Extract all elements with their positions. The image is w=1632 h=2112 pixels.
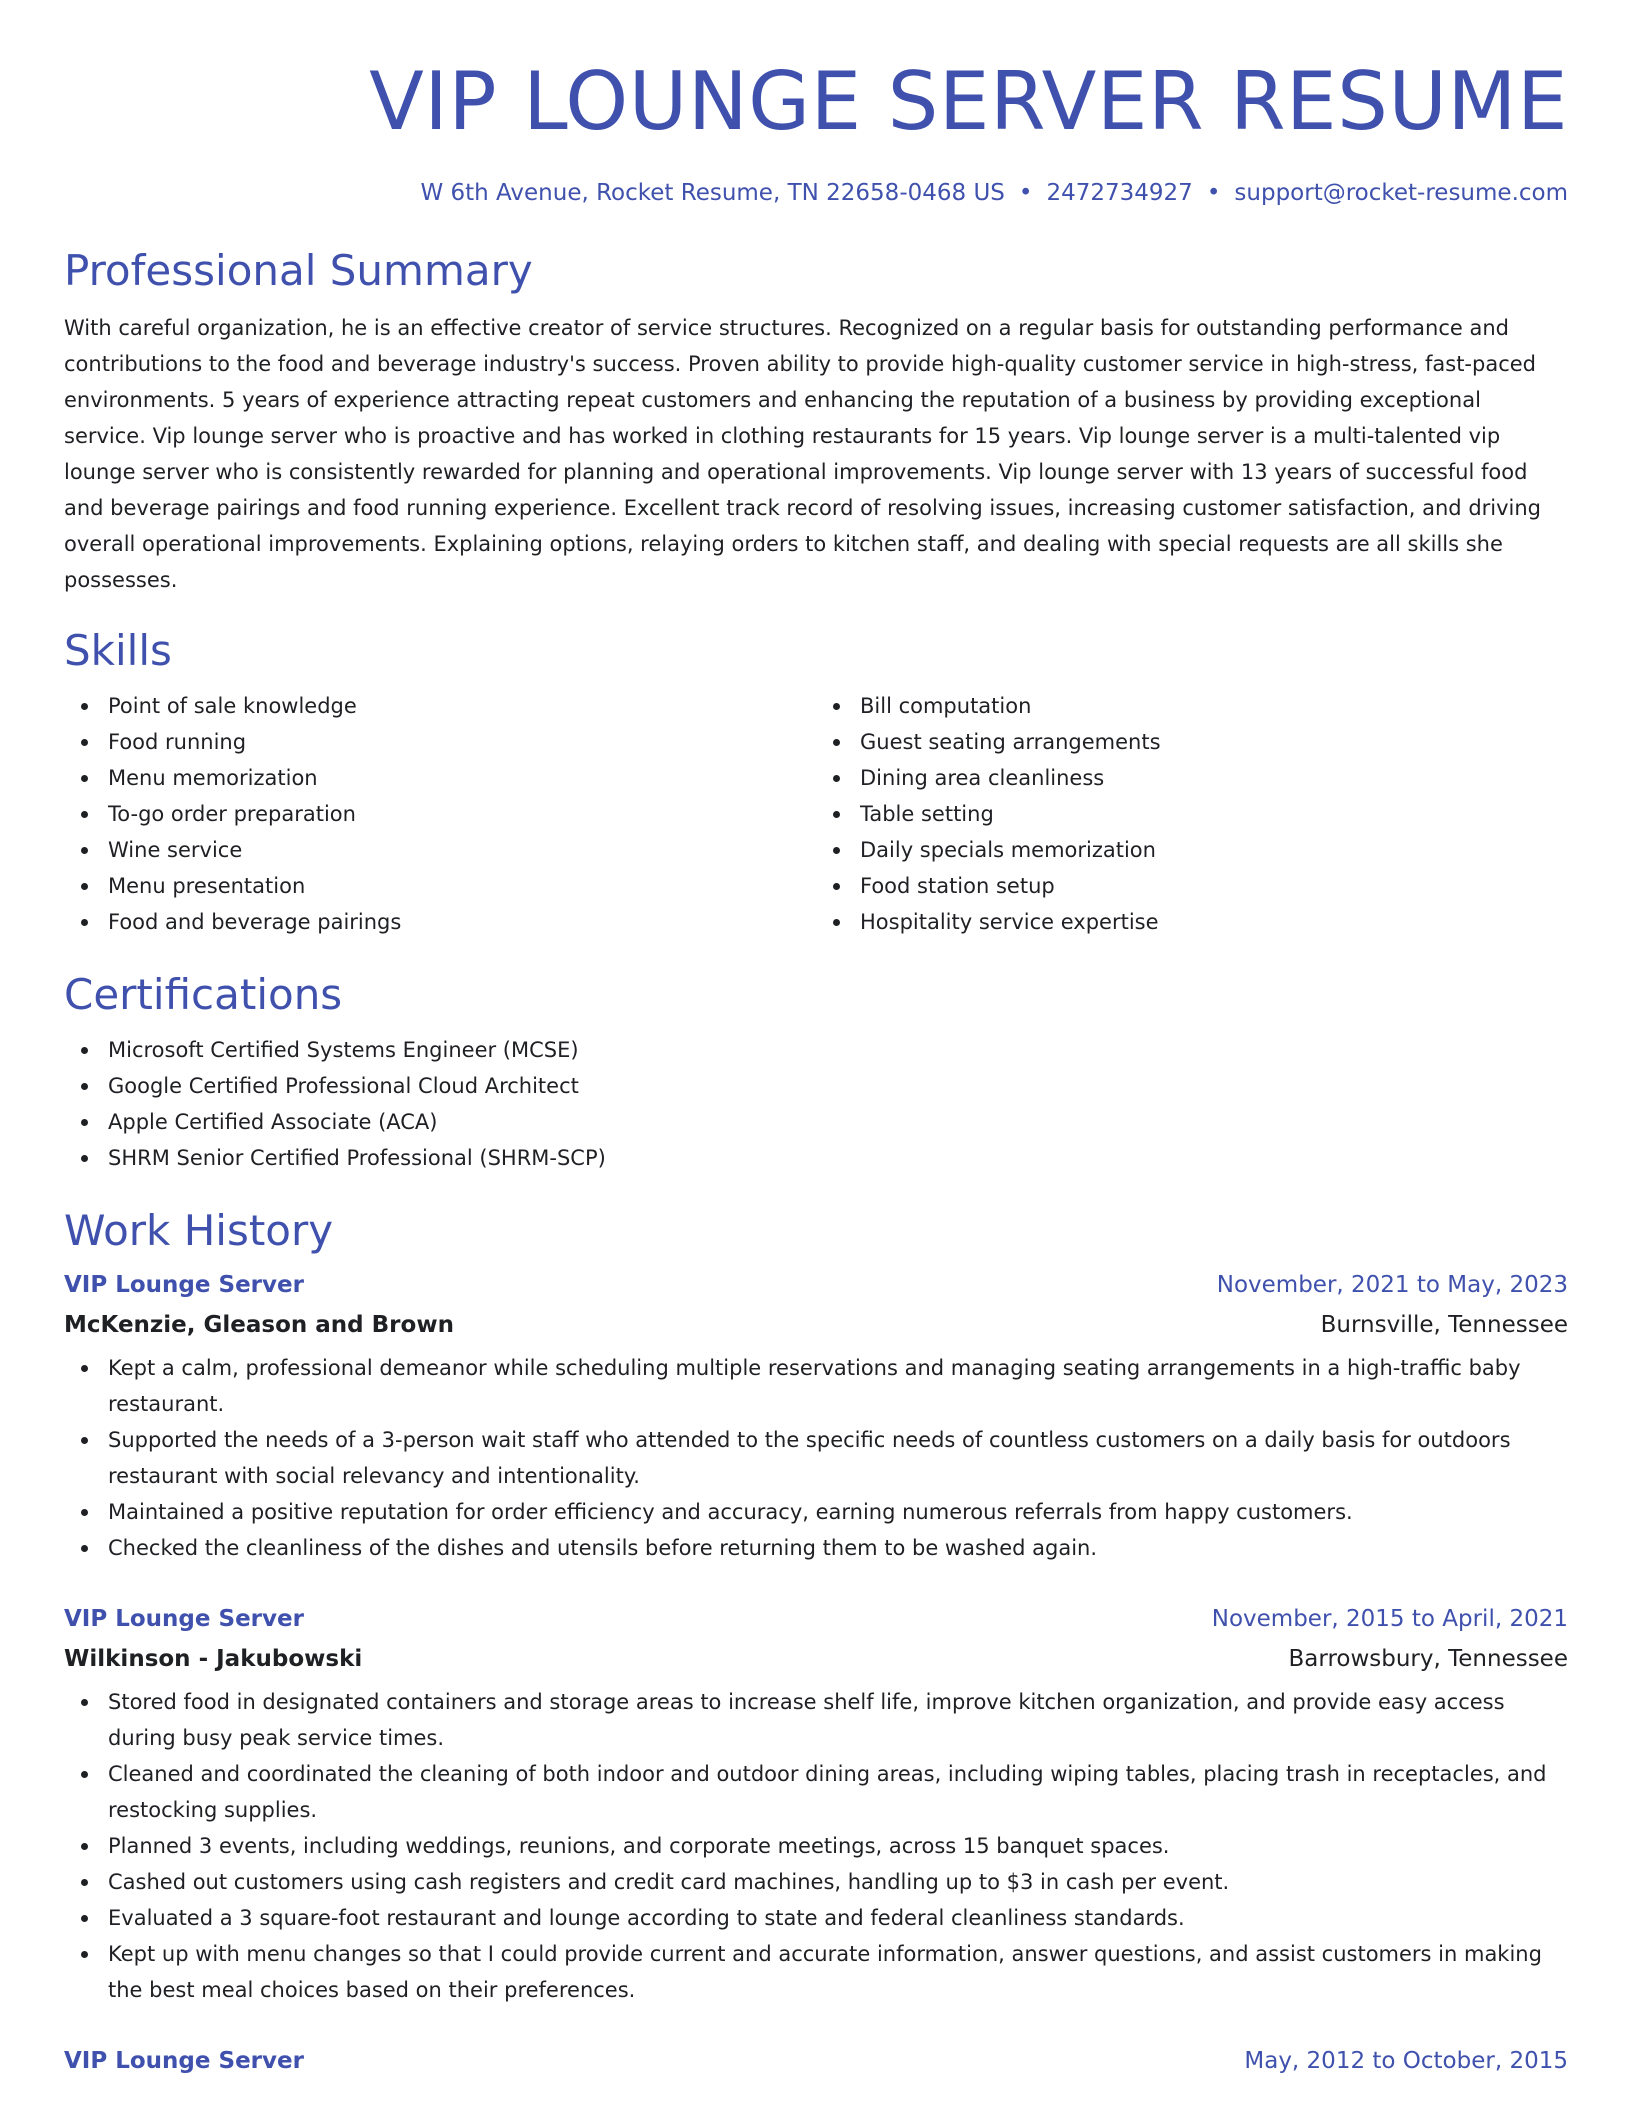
job-duty: Stored food in designated containers and storage areas to increase shelf life, improve kitchen organization, and provide easy access during busy peak service times.: [108, 1684, 1568, 1756]
skill-item: Menu presentation: [108, 868, 816, 904]
skill-item: To-go order preparation: [108, 796, 816, 832]
skill-item: Guest seating arrangements: [860, 724, 1568, 760]
skill-item: Wine service: [108, 832, 816, 868]
job-title-row: [64, 1604, 1568, 1634]
job-company: McKenzie, Gleason and Brown: [64, 1312, 454, 1338]
job-location: Burnsville, Tennessee: [1320, 1312, 1568, 1338]
skill-item: Point of sale knowledge: [108, 688, 816, 724]
job-entry: [64, 1604, 1568, 2008]
job-dates: May, 2012 to October, 2015: [1244, 2048, 1568, 2074]
job-duty: Cleaned and coordinated the cleaning of both indoor and outdoor dining areas, including wiping tables, placing trash in receptacles, and restocking supplies.: [108, 1756, 1568, 1828]
certification-item: Google Certified Professional Cloud Architect: [108, 1068, 1568, 1104]
contact-address: W 6th Avenue, Rocket Resume, TN 22658-0468 US: [420, 180, 1005, 206]
job-duties-list: [64, 1684, 1568, 2008]
skill-item: Bill computation: [860, 688, 1568, 724]
job-title-row: [64, 1270, 1568, 1300]
contact-separator: •: [1018, 180, 1033, 206]
job-company-row: [64, 1644, 1568, 1674]
work-history-section: [64, 1206, 1568, 2076]
job-entry: [64, 2046, 1568, 2076]
skill-item: Daily specials memorization: [860, 832, 1568, 868]
job-location: Barrowsbury, Tennessee: [1288, 1646, 1568, 1672]
resume-header: [64, 0, 1568, 208]
skills-section: [64, 626, 1568, 940]
skill-item: Menu memorization: [108, 760, 816, 796]
contact-phone: 2472734927: [1046, 180, 1193, 206]
summary-section: [64, 246, 1568, 598]
certification-item: Microsoft Certified Systems Engineer (MCSE): [108, 1032, 1568, 1068]
skills-column-right: [816, 688, 1568, 940]
certifications-heading: Certifications: [64, 970, 343, 1019]
skill-item: Table setting: [860, 796, 1568, 832]
job-dates: November, 2015 to April, 2021: [1211, 1606, 1568, 1632]
skills-heading: Skills: [64, 626, 172, 675]
job-entry: [64, 1270, 1568, 1566]
job-duty: Cashed out customers using cash registers and credit card machines, handling up to $3 in cash per event.: [108, 1864, 1568, 1900]
job-duties-list: [64, 1350, 1568, 1566]
certification-item: Apple Certified Associate (ACA): [108, 1104, 1568, 1140]
job-company-row: [64, 1310, 1568, 1340]
job-title: VIP Lounge Server: [64, 1272, 304, 1298]
job-duty: Evaluated a 3 square-foot restaurant and lounge according to state and federal cleanliness standards.: [108, 1900, 1568, 1936]
summary-text: With careful organization, he is an effective creator of service structures. Recognized on a regular basis for outstanding performance and contributions to the food and beverage industry's success. Proven ability to provide high-quality customer service in high-stress, fast-paced environments. 5 years of experience attracting repeat customers and enhancing the reputation of a business by providing exceptional service. Vip lounge server who is proactive and has worked in clothing restaurants for 15 years. Vip lounge server is a multi-talented vip lounge server who is consistently rewarded for planning and operational improvements. Vip lounge server with 13 years of successful food and beverage pairings and food running experience. Excellent track record of resolving issues, increasing customer satisfaction, and driving overall operational improvements. Explaining options, relaying orders to kitchen staff, and dealing with special requests are all skills she possesses.: [64, 316, 1542, 592]
contact-line: [64, 178, 1568, 208]
work-history-heading: Work History: [64, 1206, 334, 1255]
skill-item: Food station setup: [860, 868, 1568, 904]
skill-item: Hospitality service expertise: [860, 904, 1568, 940]
job-duty: Kept a calm, professional demeanor while scheduling multiple reservations and managing seating arrangements in a high-traffic baby restaurant.: [108, 1350, 1568, 1422]
job-title: VIP Lounge Server: [64, 1606, 304, 1632]
certifications-section: [64, 970, 1568, 1176]
job-title-row: [64, 2046, 1568, 2076]
resume-page: [64, 0, 1568, 2086]
job-duty: Kept up with menu changes so that I could provide current and accurate information, answer questions, and assist customers in making the best meal choices based on their preferences.: [108, 1936, 1568, 2008]
job-title: VIP Lounge Server: [64, 2048, 304, 2074]
job-duty: Planned 3 events, including weddings, reunions, and corporate meetings, across 15 banquet spaces.: [108, 1828, 1568, 1864]
job-company: Wilkinson - Jakubowski: [64, 1646, 363, 1672]
skill-item: Food and beverage pairings: [108, 904, 816, 940]
contact-separator: •: [1206, 180, 1221, 206]
skill-item: Food running: [108, 724, 816, 760]
certifications-list: [64, 1032, 1568, 1176]
resume-title: VIP LOUNGE SERVER RESUME: [369, 55, 1568, 148]
contact-email[interactable]: support@rocket-resume.com: [1234, 180, 1568, 206]
job-dates: November, 2021 to May, 2023: [1216, 1272, 1568, 1298]
job-duty: Supported the needs of a 3-person wait staff who attended to the specific needs of countless customers on a daily basis for outdoors restaurant with social relevancy and intentionality.: [108, 1422, 1568, 1494]
certification-item: SHRM Senior Certified Professional (SHRM-SCP): [108, 1140, 1568, 1176]
summary-heading: Professional Summary: [64, 246, 533, 295]
job-duty: Maintained a positive reputation for order efficiency and accuracy, earning numerous referrals from happy customers.: [108, 1494, 1568, 1530]
job-duty: Checked the cleanliness of the dishes and utensils before returning them to be washed again.: [108, 1530, 1568, 1566]
skills-grid: [64, 688, 1568, 940]
skill-item: Dining area cleanliness: [860, 760, 1568, 796]
skills-column-left: [64, 688, 816, 940]
